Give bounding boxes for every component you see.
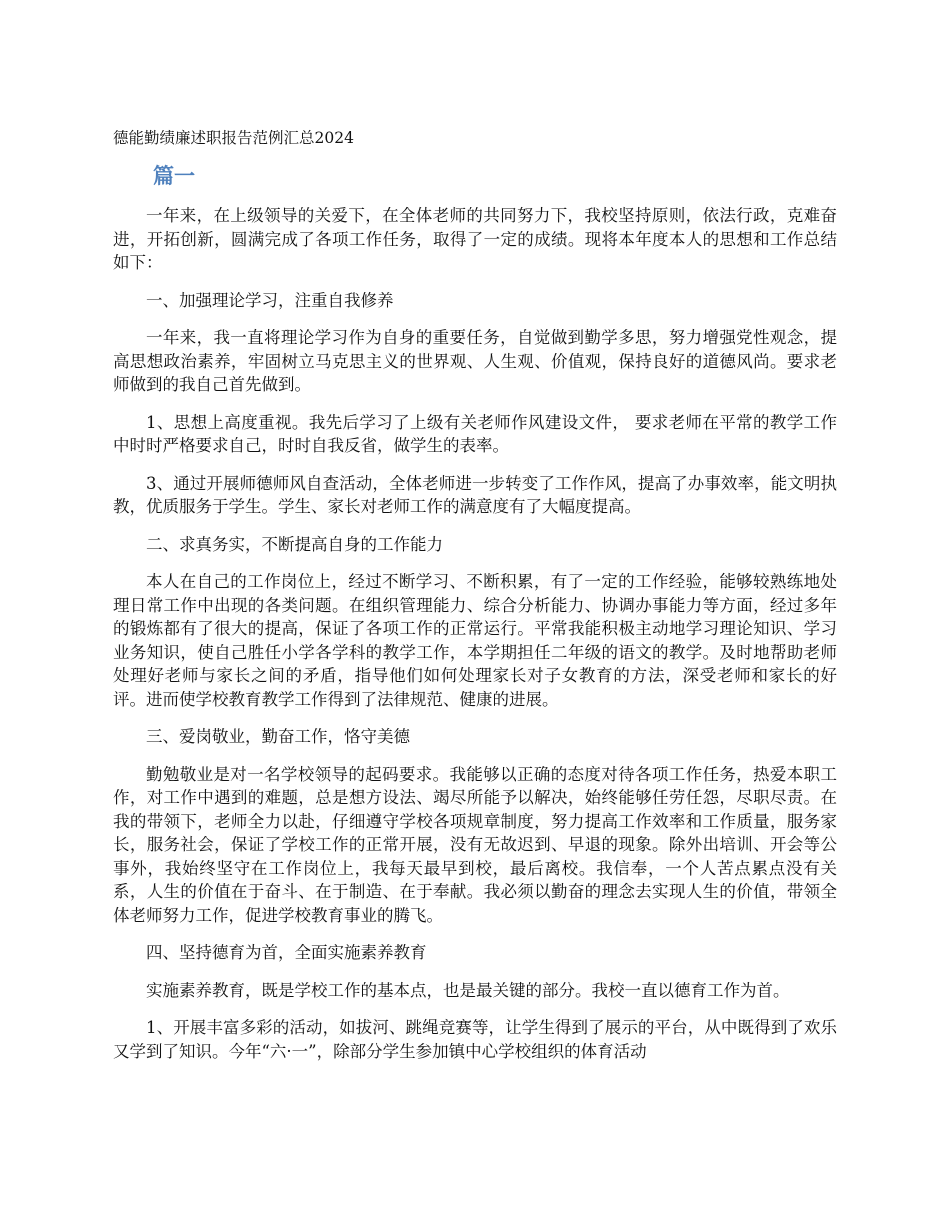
paragraph: 勤勉敬业是对一名学校领导的起码要求。我能够以正确的态度对待各项工作任务，热爱本职工作，对工作中遇到的难题，总是想方设法、竭尽所能予以解决，始终能够任劳任怨，尽职尽责。在我的带领下，老师全力以赴，仔细遵守学校各项规章制度，努力提高工作效率和工作质量，服务家长，服务社会，保证了学校工作的正常开展，没有无故迟到、早退的现象。除外出培训、开会等公事外，我始终坚守在工作岗位上，我每天最早到校，最后离校。我信奉，一个人苦点累点没有关系，人生的价值在于奋斗、在于制造、在于奉献。我必须以勤奋的理念去实现人生的价值，带领全体老师努力工作，促进学校教育事业的腾飞。 bbox=[113, 764, 837, 925]
paragraph: 1、思想上高度重视。我先后学习了上级有关老师作风建设文件， 要求老师在平常的教学工作中时时严格要求自己，时时自我反省，做学生的表率。 bbox=[113, 412, 837, 455]
paragraph: 本人在自己的工作岗位上，经过不断学习、不断积累，有了一定的工作经验，能够较熟练地处理日常工作中出现的各类问题。在组织管理能力、综合分析能力、协调办事能力等方面，经过多年的锻炼都有了很大的提高，保证了各项工作的正常运行。平常我能积极主动地学习理论知识、学习业务知识，使自己胜任小学各学科的教学工作，本学期担任二年级的语文的教学。及时地帮助老师处理好老师与家长之间的矛盾，指导他们如何处理家长对子女教育的方法，深受老师和家长的好评。进而使学校教育教学工作得到了法律规范、健康的进展。 bbox=[113, 572, 837, 709]
paragraph-intro: 一年来，在上级领导的关爱下，在全体老师的共同努力下，我校坚持原则，依法行政，克难奋进，开拓创新，圆满完成了各项工作任务，取得了一定的成绩。现将本年度本人的思想和工作总结如下： bbox=[113, 206, 837, 272]
document-title: 德能勤绩廉述职报告范例汇总2024 bbox=[113, 129, 354, 147]
heading-part-four: 四、坚持德育为首，全面实施素养教育 bbox=[146, 943, 427, 962]
heading-part-one: 一、加强理论学习，注重自我修养 bbox=[146, 290, 394, 310]
paragraph: 一年来，我一直将理论学习作为自身的重要任务，自觉做到勤学多思，努力增强党性观念，提高思想政治素养，牢固树立马克思主义的世界观、人生观、价值观，保持良好的道德风尚。要求老师做到的我自己首先做到。 bbox=[113, 328, 837, 394]
paragraph: 3、通过开展师德师风自查活动，全体老师进一步转变了工作作风，提高了办事效率，能文明执教，优质服务于学生。学生、家长对老师工作的满意度有了大幅度提高。 bbox=[113, 473, 837, 516]
paragraph: 1、开展丰富多彩的活动，如拔河、跳绳竞赛等，让学生得到了展示的平台，从中既得到了欢乐又学到了知识。今年“六·一”，除部分学生参加镇中心学校组织的体育活动 bbox=[113, 1018, 837, 1061]
paragraph: 实施素养教育，既是学校工作的基本点，也是最关键的部分。我校一直以德育工作为首。 bbox=[146, 980, 790, 1000]
section-heading: 篇一 bbox=[153, 164, 195, 188]
heading-part-three: 三、爱岗敬业，勤奋工作，恪守美德 bbox=[146, 727, 410, 746]
document-body bbox=[113, 204, 837, 1077]
heading-part-two: 二、求真务实，不断提高自身的工作能力 bbox=[146, 534, 443, 554]
